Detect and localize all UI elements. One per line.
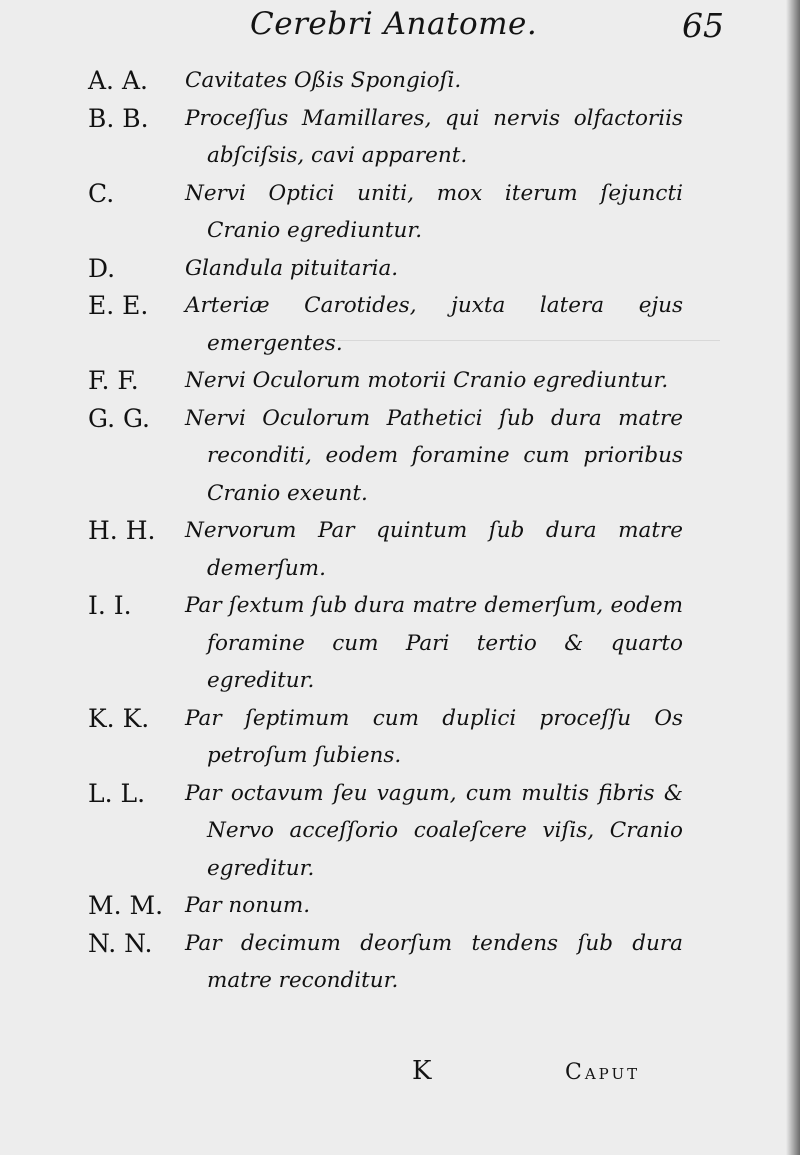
legend-key: G. G.: [88, 403, 150, 433]
signature-mark: K: [412, 1056, 432, 1086]
legend-text: Cavitates Oßis Spongioſi.: [185, 68, 462, 93]
legend-text: Glandula pituitaria.: [185, 255, 399, 281]
legend-entry-l: [0, 775, 800, 888]
legend-text: Par octavum ſeu vagum, cum multis fibris & Nervo acceſſorio coaleſcere viſis, Cranio egreditur.: [185, 780, 683, 881]
legend-entry-h: [0, 512, 800, 587]
legend-text: Nervi Oculorum Pathetici ſub dura matre reconditi, eodem foramine cum prioribus Cranio exeunt.: [185, 405, 683, 506]
legend-key: L. L.: [88, 778, 146, 808]
legend-key: M. M.: [88, 891, 164, 920]
legend-text: Nervi Oculorum motorii Cranio egrediuntur.: [185, 368, 669, 393]
legend-entry-k: [0, 700, 800, 775]
running-head: Cerebri Anatome.: [250, 6, 538, 42]
legend-entry-c: [0, 175, 800, 250]
legend-text: Par ſextum ſub dura matre demerſum, eodem foramine cum Pari tertio & quarto egreditur.: [185, 593, 683, 693]
legend-entry-b: [0, 100, 800, 175]
legend-entry-g: [0, 400, 800, 513]
catchword: Caput: [565, 1060, 641, 1085]
legend-key: C.: [88, 178, 115, 208]
legend-text: Par ſeptimum cum duplici proceſſu Os petroſum ſubiens.: [185, 705, 683, 768]
legend-entry-m: [0, 887, 800, 925]
legend-key: H. H.: [88, 516, 156, 545]
legend-text: Par nonum.: [185, 893, 311, 918]
legend-entry-f: [0, 362, 800, 400]
legend-key: A. A.: [88, 66, 148, 95]
legend-entry-n: [0, 925, 800, 1000]
legend-entry-e: [0, 287, 800, 362]
legend-text: Arteriæ Carotides, juxta latera ejus emergentes.: [185, 293, 683, 356]
legend-key: I. I.: [88, 591, 132, 620]
figure-legend: [0, 62, 800, 1000]
legend-text: Nervorum Par quintum ſub dura matre demerſum.: [185, 518, 683, 581]
legend-key: D.: [88, 253, 116, 283]
legend-entry-a: [0, 62, 800, 100]
page-number: 65: [682, 6, 724, 45]
legend-key: E. E.: [88, 291, 149, 320]
legend-entry-i: [0, 587, 800, 700]
legend-text: Nervi Optici uniti, mox iterum ſejuncti Cranio egrediuntur.: [185, 180, 683, 243]
legend-key: B. B.: [88, 103, 149, 133]
legend-key: N. N.: [88, 928, 153, 958]
legend-key: K. K.: [88, 703, 150, 733]
legend-text: Par decimum deorſum tendens ſub dura matre reconditur.: [185, 930, 683, 993]
legend-key: F. F.: [88, 366, 139, 395]
legend-text: Proceſſus Mamillares, qui nervis olfactoriis abſciſsis, cavi apparent.: [185, 105, 683, 168]
legend-entry-d: [0, 250, 800, 288]
